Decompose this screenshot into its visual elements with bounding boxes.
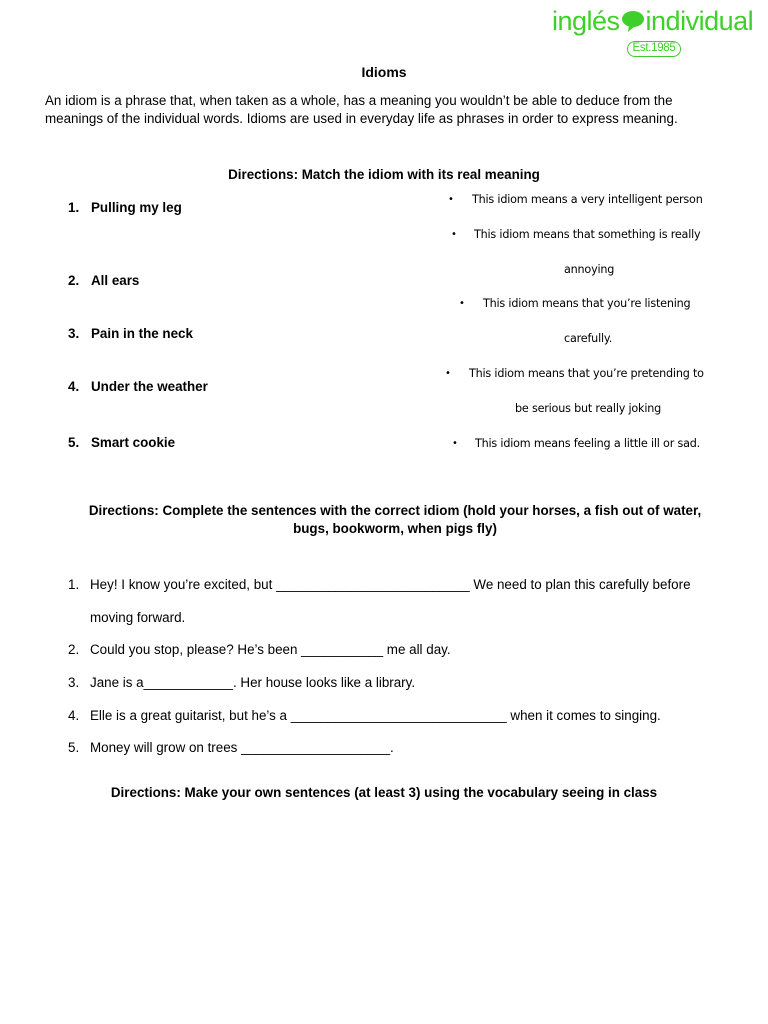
meaning-text: This idiom means that something is really bbox=[474, 228, 701, 241]
idiom-text: Pulling my leg bbox=[91, 200, 182, 215]
section2-directions: Directions: Complete the sentences with the correct idiom (hold your horses, a fish out of water, bugs, bookworm, when pigs fly) bbox=[88, 503, 702, 536]
page-title: Idioms bbox=[361, 64, 407, 80]
bullet-icon: • bbox=[451, 229, 457, 240]
sentence-number: 4. bbox=[68, 708, 80, 723]
meaning-text-continued: annoying bbox=[564, 263, 615, 276]
sentence-text: Money will grow on trees ____________________. bbox=[90, 740, 394, 755]
meaning-text-continued: be serious but really joking bbox=[515, 402, 662, 415]
sentence-text: Jane is a____________. Her house looks like a library. bbox=[90, 675, 416, 690]
sentence-item bbox=[68, 674, 728, 692]
sentence-text: Elle is a great guitarist, but he’s a _____________________________ when it comes to singing. bbox=[90, 708, 661, 723]
idiom-item bbox=[68, 326, 193, 341]
sentence-number: 3. bbox=[68, 675, 80, 690]
idiom-item bbox=[68, 273, 139, 288]
bullet-icon: • bbox=[448, 194, 454, 205]
sentence-item bbox=[68, 707, 728, 725]
sentence-number: 2. bbox=[68, 642, 80, 657]
idiom-text: Under the weather bbox=[91, 379, 208, 394]
meaning-text: This idiom means that you’re listening bbox=[483, 297, 691, 310]
meaning-text: This idiom means that you’re pretending to bbox=[469, 367, 704, 380]
sentence-item bbox=[68, 576, 728, 626]
idiom-item bbox=[68, 379, 208, 394]
meaning-text-continued: carefully. bbox=[564, 332, 613, 345]
idiom-text: All ears bbox=[91, 273, 140, 288]
sentence-number: 5. bbox=[68, 740, 80, 755]
bullet-icon: • bbox=[459, 298, 465, 309]
sentence-item bbox=[68, 739, 728, 757]
idiom-number: 2. bbox=[68, 273, 80, 288]
idiom-item bbox=[68, 435, 175, 450]
meaning-text: This idiom means a very intelligent person bbox=[472, 193, 703, 206]
bullet-icon: • bbox=[452, 438, 458, 449]
brand-logo bbox=[552, 4, 762, 60]
meaning-text: This idiom means feeling a little ill or sad. bbox=[475, 437, 700, 450]
sentence-text: Could you stop, please? He’s been ___________ me all day. bbox=[90, 642, 451, 657]
speech-bubble-icon bbox=[621, 10, 645, 32]
sentence-text: Hey! I know you’re excited, but __________________________ We need to plan this carefully before bbox=[90, 577, 691, 592]
sentence-item bbox=[68, 641, 728, 659]
idiom-number: 3. bbox=[68, 326, 80, 341]
logo-word-ingles: inglés bbox=[552, 6, 620, 36]
logo-est-badge: Est.1985 bbox=[627, 41, 681, 57]
idiom-item bbox=[68, 200, 182, 215]
idiom-number: 1. bbox=[68, 200, 80, 215]
intro-paragraph: An idiom is a phrase that, when taken as a whole, has a meaning you wouldn’t be able to deduce from the meanings of the individual words. Idioms are used in everyday life as phrases in order to express meaning. bbox=[45, 93, 678, 126]
logo-word-individual: individual bbox=[645, 6, 754, 36]
logo-wordmark bbox=[552, 4, 753, 38]
section3-directions: Directions: Make your own sentences (at least 3) using the vocabulary seeing in class bbox=[110, 785, 658, 800]
sentence-number: 1. bbox=[68, 577, 80, 592]
idiom-text: Smart cookie bbox=[91, 435, 176, 450]
section1-directions: Directions: Match the idiom with its real meaning bbox=[228, 167, 540, 182]
idiom-text: Pain in the neck bbox=[91, 326, 193, 341]
bullet-icon: • bbox=[445, 368, 451, 379]
idiom-number: 5. bbox=[68, 435, 80, 450]
sentence-text-continued: moving forward. bbox=[90, 610, 186, 625]
idiom-number: 4. bbox=[68, 379, 80, 394]
